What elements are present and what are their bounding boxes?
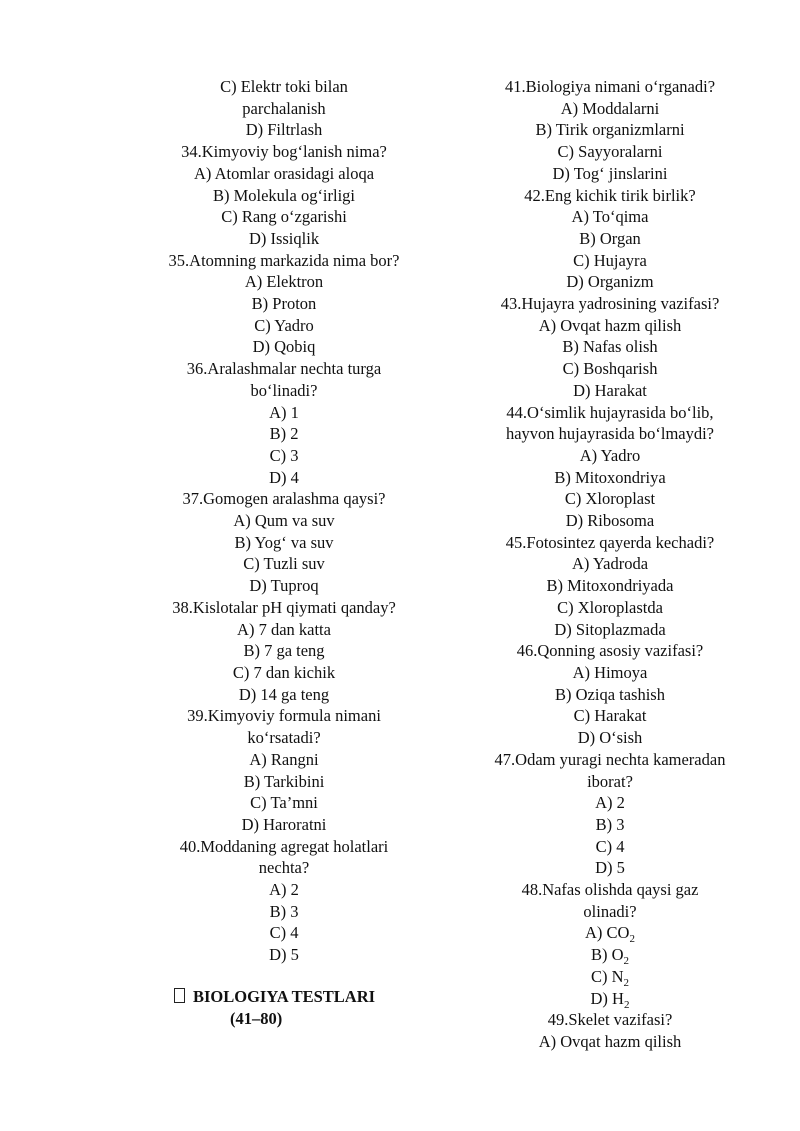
question: 36.Aralashmalar nechta turga xyxy=(186,359,382,379)
question: 46.Qonning asosiy vazifasi? xyxy=(516,641,704,661)
answer-option: D) $H_2$ xyxy=(590,988,630,1011)
question: 42.Eng kichik tirik birlik? xyxy=(524,185,696,205)
answer-option: D) Tog‘ jinslarini xyxy=(552,163,668,183)
answer-option: A) Moddalarni xyxy=(560,98,660,118)
answer-option: C) 4 xyxy=(595,836,625,856)
question: 37.Gomogen aralashma qaysi? xyxy=(182,489,386,509)
section-heading xyxy=(134,986,434,1029)
question: nechta? xyxy=(258,858,310,878)
answer-option: D) Harakat xyxy=(573,380,647,400)
text-line: C) Elektr toki bilan xyxy=(220,77,348,96)
left-column xyxy=(134,76,434,966)
answer-option: C) Hujayra xyxy=(573,250,647,270)
answer-option: B) 3 xyxy=(595,814,625,834)
answer-option: A) 1 xyxy=(269,402,299,422)
checkbox-glyph-icon xyxy=(174,988,185,1003)
question: ko‘rsatadi? xyxy=(247,728,321,748)
answer-option: A) Atomlar orasidagi aloqa xyxy=(193,163,375,183)
answer-option: B) Yog‘ va suv xyxy=(234,532,334,552)
text-line: parchalanish xyxy=(242,98,326,118)
answer-option: A) 2 xyxy=(269,880,299,900)
answer-option: D) Issiqlik xyxy=(248,228,320,248)
answer-option: C) Xloroplast xyxy=(564,489,656,509)
answer-option: C) Yadro xyxy=(254,315,314,335)
question: olinadi? xyxy=(583,901,637,921)
answer-option: B) Tarkibini xyxy=(243,771,325,791)
answer-option: A) Ovqat hazm qilish xyxy=(538,1031,682,1051)
answer-option: C) Rang o‘zgarishi xyxy=(221,207,347,227)
answer-option: B) 7 ga teng xyxy=(243,641,325,661)
question: hayvon hujayrasida bo‘lmaydi? xyxy=(505,424,715,444)
question: 34.Kimyoviy bog‘lanish nima? xyxy=(181,142,387,162)
answer-option: B) Organ xyxy=(579,228,641,248)
answer-option: C) Harakat xyxy=(573,706,647,726)
answer-option: B) 2 xyxy=(269,424,299,444)
question: 48.Nafas olishda qaysi gaz xyxy=(521,880,699,900)
answer-option: A) Ovqat hazm qilish xyxy=(538,315,682,335)
answer-option: D) Ribosoma xyxy=(565,511,655,531)
answer-option: B) 3 xyxy=(269,901,299,921)
question: 44.O‘simlik hujayrasida bo‘lib, xyxy=(506,402,714,422)
answer-option: D) 5 xyxy=(269,945,299,965)
question: 41.Biologiya nimani o‘rganadi? xyxy=(504,77,716,96)
text-line: D) Filtrlash xyxy=(245,120,323,140)
answer-option: A) To‘qima xyxy=(571,207,649,227)
answer-option: D) Tuproq xyxy=(249,576,319,596)
answer-option: C) Sayyoralarni xyxy=(557,142,663,162)
answer-option: D) 5 xyxy=(595,858,625,878)
question: 35.Atomning markazida nima bor? xyxy=(168,250,400,270)
answer-option: D) 4 xyxy=(269,467,299,487)
answer-option: C) Boshqarish xyxy=(562,359,658,379)
answer-option: A) Elektron xyxy=(244,272,324,292)
answer-option: B) Mitoxondriya xyxy=(554,467,666,487)
answer-option: B) Proton xyxy=(251,294,317,314)
answer-option: B) Molekula og‘irligi xyxy=(212,185,356,205)
answer-option: A) Qum va suv xyxy=(233,511,335,531)
answer-option: B) Oziqa tashish xyxy=(555,684,665,704)
answer-option: A) Yadroda xyxy=(571,554,649,574)
answer-option: A) 7 dan katta xyxy=(237,619,331,639)
answer-option: C) 7 dan kichik xyxy=(232,662,336,682)
answer-option: C) 4 xyxy=(269,923,299,943)
question: iborat? xyxy=(587,771,633,791)
question: 38.Kislotalar pH qiymati qanday? xyxy=(172,597,396,617)
answer-option: B) Nafas olish xyxy=(562,337,658,357)
answer-option: D) Sitoplazmada xyxy=(554,619,666,639)
answer-option: D) Organizm xyxy=(566,272,654,292)
answer-option: A) $CO_2$ xyxy=(585,923,635,946)
answer-option: D) O‘sish xyxy=(577,728,643,748)
question: 49.Skelet vazifasi? xyxy=(547,1010,673,1030)
answer-option: D) 14 ga teng xyxy=(238,684,330,704)
question: 39.Kimyoviy formula nimani xyxy=(187,706,381,726)
question: 45.Fotosintez qayerda kechadi? xyxy=(505,532,715,552)
answer-option: B) Mitoxondriyada xyxy=(546,576,674,596)
section-title: BIOLOGIYA TESTLARI xyxy=(193,987,376,1006)
answer-option: C) $N_2$ xyxy=(590,966,630,989)
question: 47.Odam yuragi nechta kameradan xyxy=(494,749,726,769)
question: 40.Moddaning agregat holatlari xyxy=(179,836,389,856)
answer-option: D) Qobiq xyxy=(252,337,316,357)
right-column xyxy=(460,76,760,1053)
answer-option: D) Haroratni xyxy=(241,814,327,834)
answer-option: A) Rangni xyxy=(249,749,319,769)
answer-option: B) Tirik organizmlarni xyxy=(535,120,685,140)
question: 43.Hujayra yadrosining vazifasi? xyxy=(500,294,720,314)
answer-option: C) 3 xyxy=(269,445,299,465)
answer-option: C) Tuzli suv xyxy=(243,554,325,574)
answer-option: A) 2 xyxy=(595,793,625,813)
section-range: (41–80) xyxy=(230,1008,283,1028)
answer-option: C) Xloroplastda xyxy=(557,597,663,617)
question: bo‘linadi? xyxy=(250,380,318,400)
answer-option: A) Yadro xyxy=(579,445,641,465)
answer-option: B) $O_2$ xyxy=(590,945,630,968)
answer-option: A) Himoya xyxy=(572,662,648,682)
answer-option: C) Ta’mni xyxy=(250,793,318,813)
